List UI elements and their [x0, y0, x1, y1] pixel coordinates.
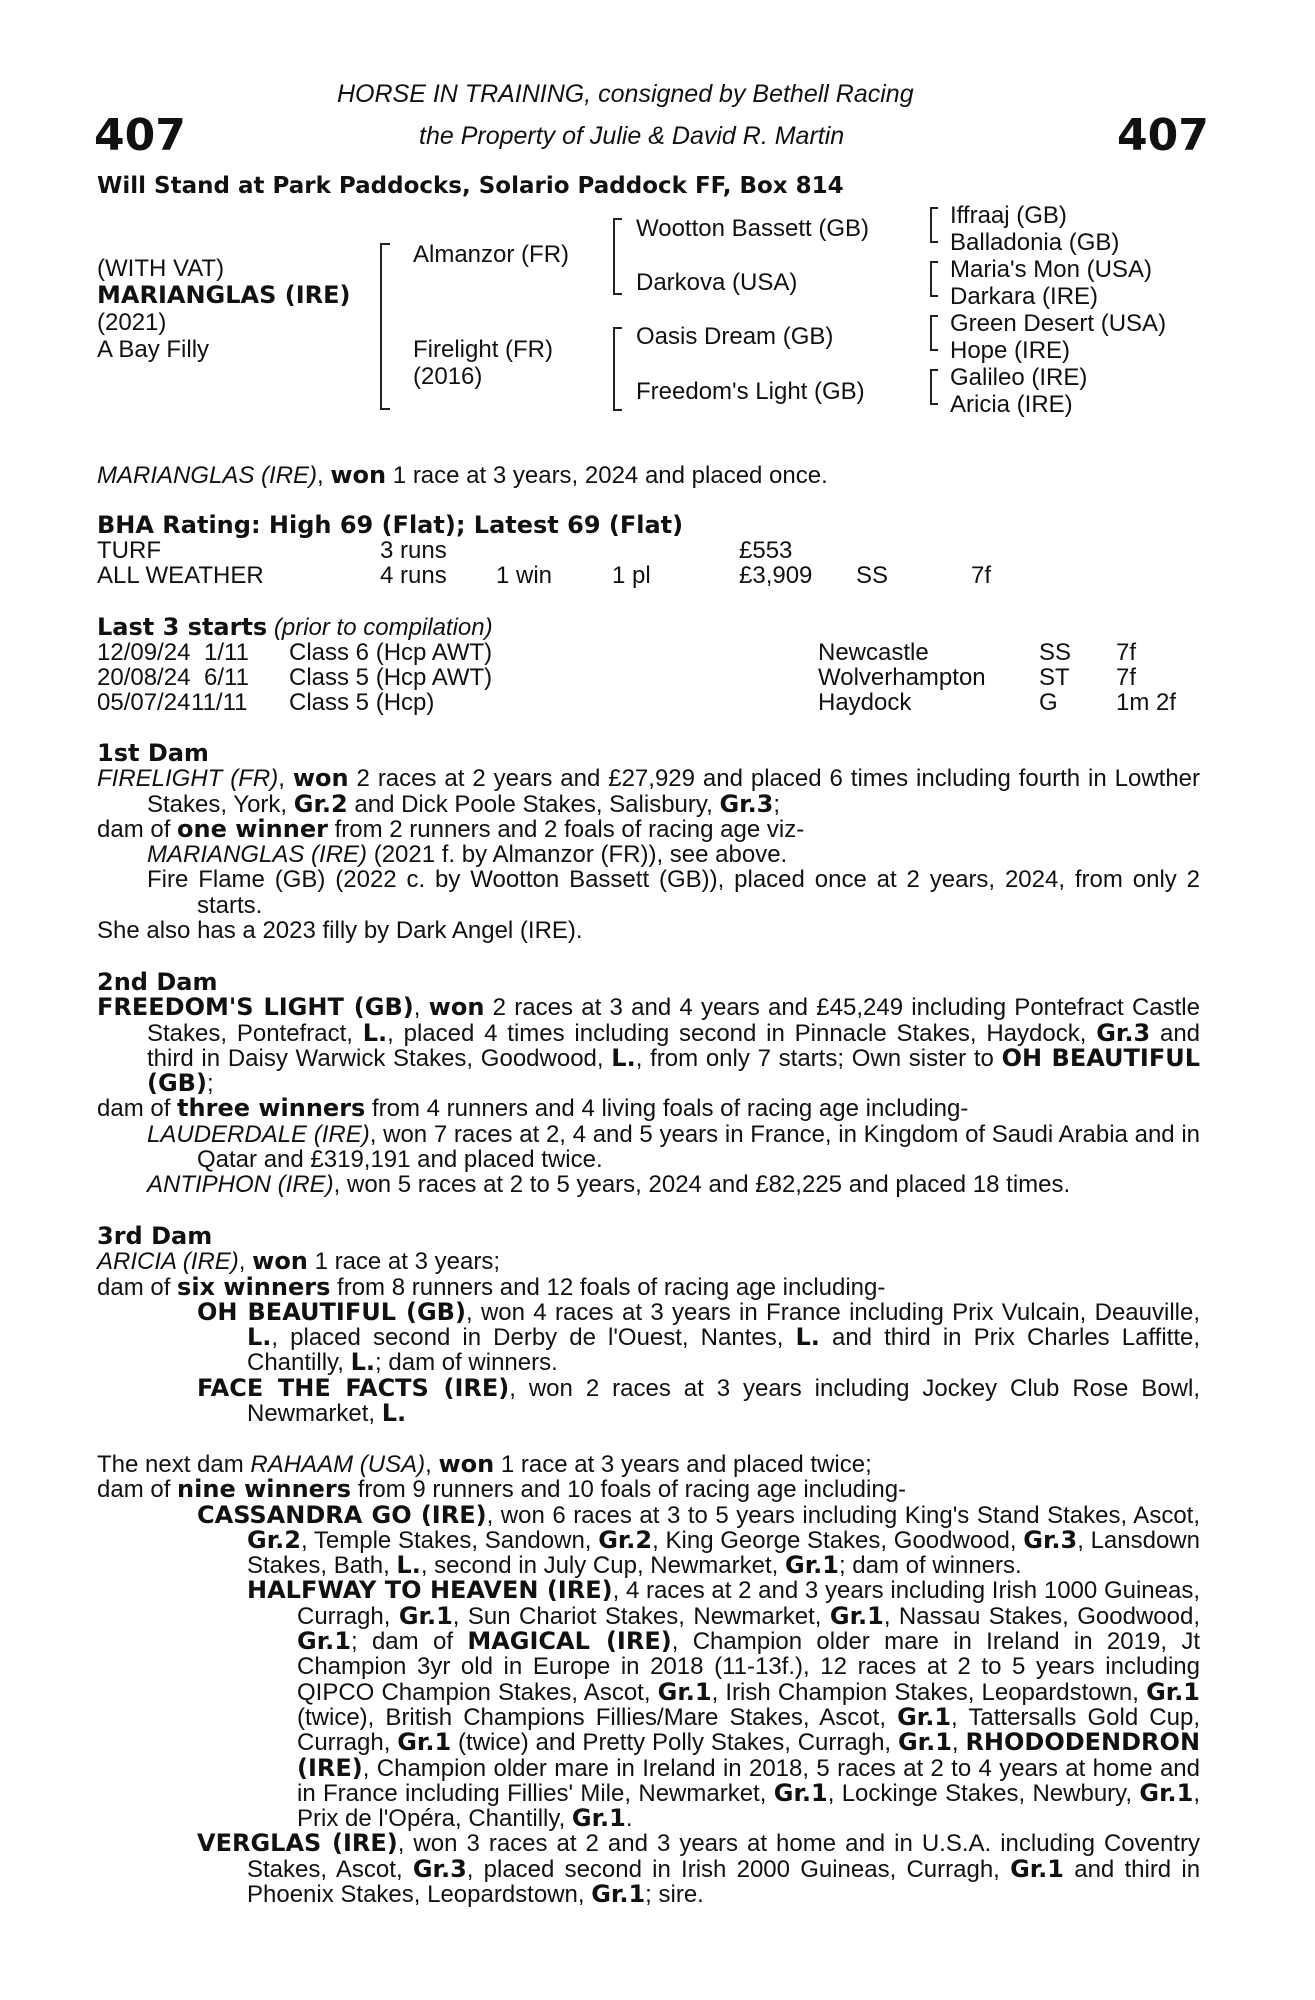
bha-aw-runs: 4 runs [380, 562, 447, 589]
next-dam-foal: VERGLAS (IRE), won 3 races at 2 and 3 years at home and in U.S.A. including Coventry Stakes, Ascot, Gr.3, placed second in Irish 2000 Guineas, Curragh, Gr.1 and third in Phoenix Stakes, Leopardstown, Gr.1; sire. [197, 1829, 1201, 1909]
first-dam-foal: MARIANGLAS (IRE) (2021 f. by Almanzor (FR)), see above. [147, 841, 788, 869]
brace-3-4 [930, 369, 938, 405]
start-going: G [1039, 689, 1058, 716]
start-class: Class 5 (Hcp) [289, 689, 435, 716]
third-dam-section [97, 1224, 1200, 1426]
next-dam-section [97, 1452, 1200, 1907]
sire-name: Almanzor (FR) [413, 241, 570, 268]
start-distance: 7f [1116, 639, 1137, 666]
dam-year: (2016) [413, 363, 483, 390]
ped-dsd: Hope (IRE) [950, 337, 1071, 364]
bha-aw-wins: 1 win [496, 562, 553, 589]
first-dam-section [97, 741, 1200, 943]
bha-turf-runs: 3 runs [380, 537, 447, 564]
start-position: 1/11 [204, 639, 249, 666]
brace-3-3 [930, 315, 938, 351]
ped-ssd: Balladonia (GB) [950, 229, 1120, 256]
start-going: ST [1039, 664, 1070, 691]
second-dam-produce: dam of three winners from 4 runners and 4 living foals of racing age including- [97, 1094, 969, 1123]
ped-sss: Iffraaj (GB) [950, 202, 1067, 229]
brace-3-1 [930, 207, 938, 243]
second-dam-record: FREEDOM'S LIGHT (GB), won 2 races at 3 and 4 years and £45,249 including Pontefract Castle Stakes, Pontefract, L., placed 4 times including second in Pinnacle Stakes, Haydock, Gr.3 and third in Daisy Warwick Stakes, Goodwood, L., from only 7 starts; Own sister to OH BEAUTIFUL (GB); [97, 993, 1201, 1098]
start-position: 6/11 [204, 664, 249, 691]
bha-aw-prize: £3,909 [739, 562, 813, 589]
bha-turf-surface: TURF [97, 537, 161, 564]
third-dam-produce: dam of six winners from 8 runners and 12 foals of racing age including- [97, 1272, 886, 1301]
horse-year: (2021) [97, 309, 167, 336]
first-dam-note: She also has a 2023 filly by Dark Angel (IRE). [97, 917, 583, 945]
stand-location: Will Stand at Park Paddocks, Solario Paddock FF, Box 814 [97, 173, 844, 199]
first-dam-heading: 1st Dam [97, 739, 209, 767]
horse-description: A Bay Filly [97, 336, 210, 363]
bha-rating-title: BHA Rating: High 69 (Flat); Latest 69 (Flat) [97, 511, 684, 539]
lot-number-right: 407 [1117, 110, 1209, 161]
ped-dss: Green Desert (USA) [950, 310, 1167, 337]
pedigree-brace-dam [613, 327, 622, 411]
next-dam-grandfoal: HALFWAY TO HEAVEN (IRE), 4 races at 2 and 3 years including Irish 1000 Guineas, Curragh, Gr.1, Sun Chariot Stakes, Newmarket, Gr.1, Nassau Stakes, Goodwood, Gr.1; dam of MAGICAL (IRE), Champion older mare in Ireland in 2019, Jt Champion 3yr old in Europe in 2018 (11-13f.), 12 races at 2 to 5 years including QIPCO Champion Stakes, Ascot, Gr.1, Irish Champion Stakes, Leopardstown, Gr.1 (twice), British Champions Fillies/Mare Stakes, Ascot, Gr.1, Tattersalls Gold Cup, Curragh, Gr.1 (twice) and Pretty Polly Stakes, Curragh, Gr.1, RHODODENDRON (IRE), Champion older mare in Ireland in 2018, 5 races at 2 to 4 years at home and in France including Fillies' Mile, Newmarket, Gr.1, Lockinge Stakes, Newbury, Gr.1, Prix de l'Opéra, Chantilly, Gr.1. [247, 1576, 1201, 1833]
first-dam-foal: Fire Flame (GB) (2022 c. by Wootton Bassett (GB)), placed once at 2 years, 2024, from only 2 starts. [147, 866, 1200, 919]
second-dam-section [97, 970, 1200, 1198]
second-dam-foal: ANTIPHON (IRE), won 5 races at 2 to 5 years, 2024 and £82,225 and placed 18 times. [147, 1171, 1071, 1199]
start-course: Haydock [818, 689, 912, 716]
sire-sire: Wootton Bassett (GB) [636, 215, 869, 242]
ped-ddd: Aricia (IRE) [950, 391, 1073, 418]
ped-sdd: Darkara (IRE) [950, 283, 1099, 310]
start-position: 11/11 [191, 689, 248, 716]
start-distance: 7f [1116, 664, 1137, 691]
dam-dam: Freedom's Light (GB) [636, 378, 865, 405]
bha-aw-surface: ALL WEATHER [97, 562, 264, 589]
start-class: Class 6 (Hcp AWT) [289, 639, 493, 666]
dam-name: Firelight (FR) [413, 336, 554, 363]
start-course: Newcastle [818, 639, 929, 666]
second-dam-heading: 2nd Dam [97, 968, 218, 996]
third-dam-foal: FACE THE FACTS (IRE), won 2 races at 3 years including Jockey Club Rose Bowl, Newmarket, L. [197, 1373, 1200, 1428]
lot-number-left: 407 [94, 110, 186, 161]
horse-name: MARIANGLAS (IRE) [97, 281, 351, 309]
pedigree-brace-sire [613, 218, 622, 295]
next-dam-record: The next dam RAHAAM (USA), won 1 race at 3 years and placed twice; [97, 1450, 872, 1478]
start-date: 05/07/24 [97, 689, 191, 716]
start-distance: 1m 2f [1116, 689, 1177, 716]
ped-sds: Maria's Mon (USA) [950, 256, 1152, 283]
sire-dam: Darkova (USA) [636, 269, 798, 296]
start-date: 20/08/24 [97, 664, 191, 691]
bha-aw-going: SS [856, 562, 889, 589]
third-dam-record: ARICIA (IRE), won 1 race at 3 years; [97, 1247, 500, 1276]
last-starts-title: Last 3 starts (prior to compilation) [97, 613, 493, 641]
brace-3-2 [930, 261, 938, 297]
start-date: 12/09/24 [97, 639, 191, 666]
start-class: Class 5 (Hcp AWT) [289, 664, 493, 691]
start-course: Wolverhampton [818, 664, 986, 691]
owner-line: the Property of Julie & David R. Martin [419, 122, 845, 150]
race-summary: MARIANGLAS (IRE), won 1 race at 3 years, 2024 and placed once. [97, 461, 828, 489]
first-dam-record: FIRELIGHT (FR), won 2 races at 2 years and £27,929 and placed 6 times including fourth in Lowther Stakes, York, Gr.2 and Dick Poole Stakes, Salisbury, Gr.3; [97, 764, 1201, 818]
pedigree-brace-main [380, 243, 390, 410]
bha-aw-distance: 7f [971, 562, 992, 589]
first-dam-produce: dam of one winner from 2 runners and 2 foals of racing age viz- [97, 814, 805, 843]
third-dam-foal: OH BEAUTIFUL (GB), won 4 races at 3 years in France including Prix Vulcain, Deauville, L., placed second in Derby de l'Ouest, Nantes, L. and third in Prix Charles Laffitte, Chantilly, L.; dam of winners. [197, 1297, 1201, 1377]
dam-sire: Oasis Dream (GB) [636, 323, 834, 350]
next-dam-produce: dam of nine winners from 9 runners and 10 foals of racing age including- [97, 1475, 907, 1504]
consignor-line: HORSE IN TRAINING, consigned by Bethell Racing [337, 80, 914, 108]
ped-dds: Galileo (IRE) [950, 364, 1088, 391]
bha-aw-placed: 1 pl [612, 562, 651, 589]
second-dam-foal: LAUDERDALE (IRE), won 7 races at 2, 4 and 5 years in France, in Kingdom of Saudi Arabia and in Qatar and £319,191 and placed twice. [147, 1120, 1201, 1174]
start-going: SS [1039, 639, 1072, 666]
vat-label: (WITH VAT) [97, 255, 225, 282]
bha-turf-prize: £553 [739, 537, 793, 564]
next-dam-foal: CASSANDRA GO (IRE), won 6 races at 3 to 5 years including King's Stand Stakes, Ascot, Gr.2, Temple Stakes, Sandown, Gr.2, King George Stakes, Goodwood, Gr.3, Lansdown Stakes, Bath, L., second in July Cup, Newmarket, Gr.1; dam of winners. [197, 1500, 1201, 1580]
third-dam-heading: 3rd Dam [97, 1222, 213, 1250]
